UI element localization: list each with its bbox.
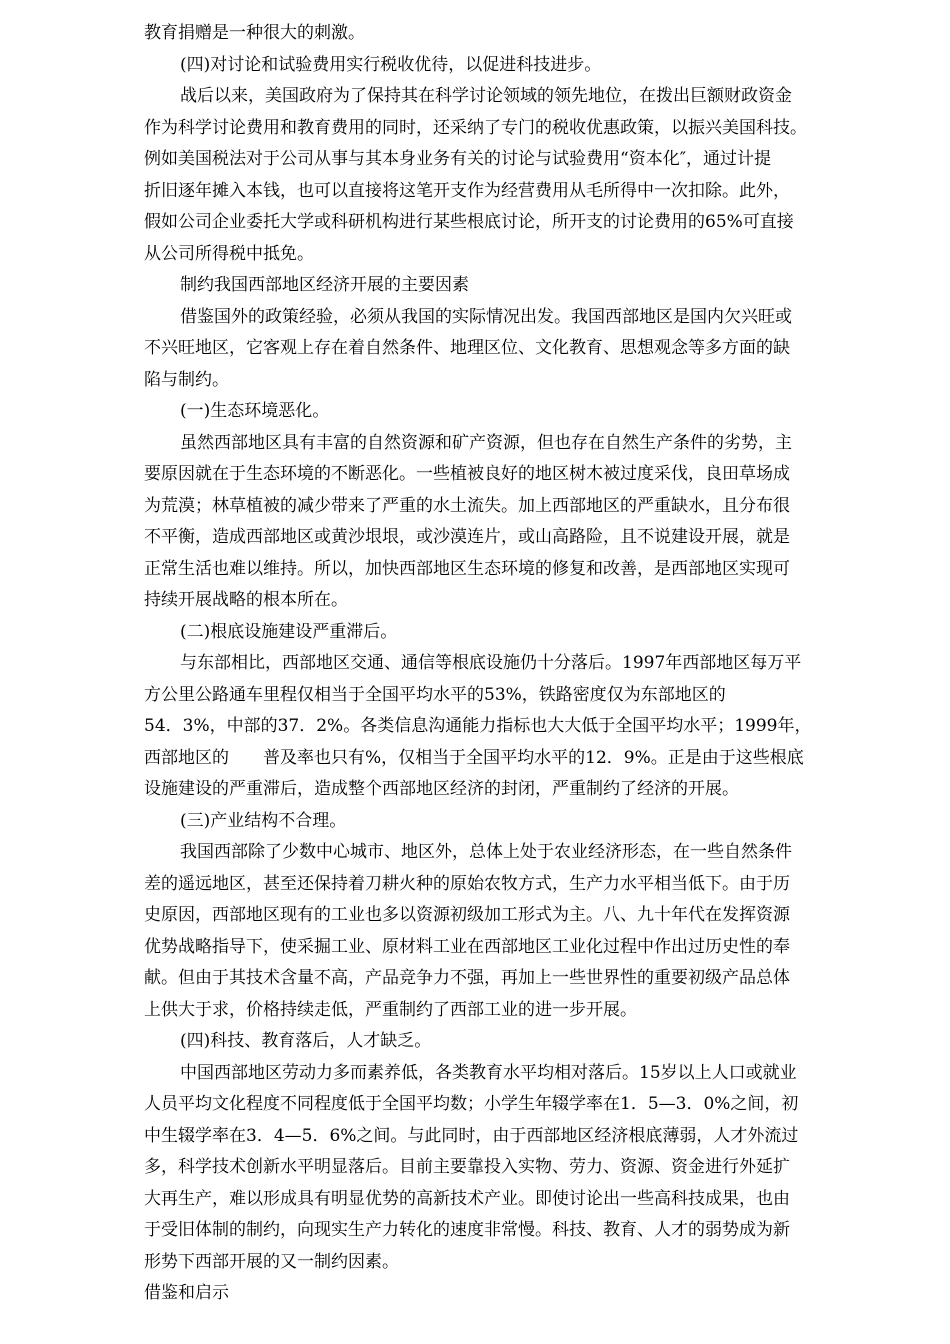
text-line: 假如公司企业委托大学或科研机构进行某些根底讨论，所开支的讨论费用的65%可直接 [144,212,794,232]
text-line: 形势下西部开展的又一制约因素。 [144,1251,399,1272]
text-line: 上供大于求，价格持续走低，严重制约了西部工业的进一步开展。 [144,999,637,1020]
text-line: 54．3%，中部的37．2%。各类信息沟通能力指标也大大低于全国平均水平；1999年， [144,716,812,736]
text-line: 不平衡，造成西部地区或黄沙垠垠，或沙漠连片，或山高路险，且不说建设开展，就是 [144,527,790,547]
text-line: 方公里公路通车里程仅相当于全国平均水平的53%，铁路密度仅为东部地区的 [144,684,726,705]
text-line: 正常生活也难以维持。所以，加快西部地区生态环境的修复和改善，是西部地区实现可 [144,558,790,579]
text-line: 为荒漠；林草植被的减少带来了严重的水土流失。加上西部地区的严重缺水，且分布很 [144,495,790,516]
text-line: 制约我国西部地区经济开展的主要因素 [180,275,469,295]
text-line: 于受旧体制的制约，向现实生产力转化的速度非常慢。科技、教育、人才的弱势成为新 [144,1220,790,1240]
text-line: 借鉴国外的政策经验，必须从我国的实际情况出发。我国西部地区是国内欠兴旺或 [180,306,792,327]
text-line: 虽然西部地区具有丰富的自然资源和矿产资源，但也存在自然生产条件的劣势，主 [180,432,792,453]
text-line: 陷与制约。 [144,369,229,390]
text-line: 多，科学技术创新水平明显落后。目前主要靠投入实物、劳力、资源、资金进行外延扩 [144,1157,790,1177]
text-line: (三)产业结构不合理。 [180,810,347,831]
text-line: 献。但由于其技术含量不高，产品竞争力不强，再加上一些世界性的重要初级产品总体 [144,968,790,988]
text-line: 作为科学讨论费用和教育费用的同时，还采纳了专门的税收优惠政策，以振兴美国科技。 [144,117,807,138]
text-line: 从公司所得税中抵免。 [144,243,314,264]
text-line: 差的遥远地区，甚至还保持着刀耕火种的原始农牧方式，生产力水平相当低下。由于历 [144,873,790,894]
text-line: 西部地区的 普及率也只有%，仅相当于全国平均水平的12．9%。正是由于这些根底 [144,747,804,768]
text-line: (四)对讨论和试验费用实行税收优待，以促进科技进步。 [180,54,602,75]
text-line: 与东部相比，西部地区交通、通信等根底设施仍十分落后。1997年西部地区每万平 [180,653,802,673]
text-line: 持续开展战略的根本所在。 [144,590,348,610]
text-line: 我国西部除了少数中心城市、地区外，总体上处于农业经济形态，在一些自然条件 [180,842,792,862]
text-line: 史原因，西部地区现有的工业也多以资源初级加工形式为主。八、九十年代在发挥资源 [144,905,790,925]
text-line: 大再生产，难以形成具有明显优势的高新技术产业。即使讨论出一些高科技成果，也由 [144,1188,790,1209]
text-line: (二)根底设施建设严重滞后。 [180,621,398,642]
text-line: 要原因就在于生态环境的不断恶化。一些植被良好的地区树木被过度采伐，良田草场成 [144,464,790,484]
document-page [144,18,878,1310]
text-line: (一)生态环境恶化。 [180,401,330,421]
text-line: 中国西部地区劳动力多而素养低，各类教育水平均相对落后。15岁以上人口或就业 [180,1062,797,1083]
text-line: 战后以来，美国政府为了保持其在科学讨论领域的领先地位，在拨出巨额财政资金 [180,86,792,106]
text-line: 不兴旺地区，它客观上存在着自然条件、地理区位、文化教育、思想观念等多方面的缺 [144,338,790,358]
text-line: 中生辍学率在3．4—5．6%之间。与此同时，由于西部地区经济根底薄弱，人才外流过 [144,1125,799,1146]
text-line: 优势战略指导下，使采掘工业、原材料工业在西部地区工业化过程中作出过历史性的奉 [144,936,790,957]
text-line: 教育捐赠是一种很大的刺激。 [144,23,365,43]
text-line: 设施建设的严重滞后，造成整个西部地区经济的封闭，严重制约了经济的开展。 [144,779,739,799]
text-line: 人员平均文化程度不同程度低于全国平均数；小学生年辍学率在1．5—3．0%之间，初 [144,1094,799,1114]
text-line: 借鉴和启示 [144,1283,229,1303]
text-line: 折旧逐年摊入本钱，也可以直接将这笔开支作为经营费用从毛所得中一次扣除。此外， [144,180,790,201]
text-line: 例如美国税法对于公司从事与其本身业务有关的讨论与试验费用“资本化″，通过计提 [144,149,772,169]
text-line: (四)科技、教育落后，人才缺乏。 [180,1031,432,1051]
